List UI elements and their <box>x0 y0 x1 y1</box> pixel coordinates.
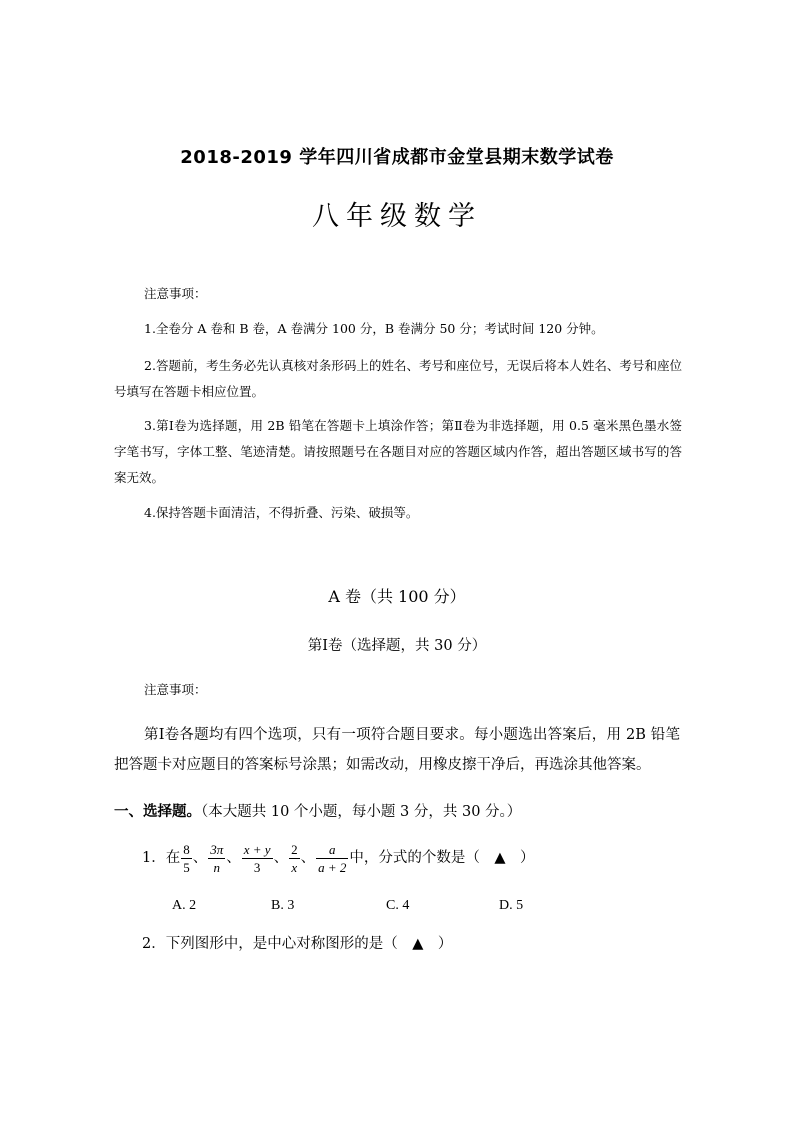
section-a-title: A 卷（共 100 分） <box>328 587 466 606</box>
fraction-5-numerator: a <box>316 841 348 859</box>
fraction-5 <box>316 841 348 876</box>
fraction-1-numerator: 8 <box>183 841 190 857</box>
fraction-4-denominator: x <box>291 859 298 875</box>
fraction-5-denominator: a + 2 <box>318 859 347 875</box>
fraction-2-denominator: n <box>213 859 220 875</box>
notice-item-4: 4.保持答题卡面清洁，不得折叠、污染、破损等。 <box>144 505 419 520</box>
q1-separator: 、 <box>192 850 208 866</box>
notice-2-heading: 注意事项： <box>144 682 207 697</box>
exam-title: 2018-2019 学年四川省成都市金堂县期末数学试卷 <box>180 147 614 168</box>
exam-subtitle: 八年级数学 <box>312 201 482 232</box>
fraction-2-numerator: 3π <box>210 841 224 857</box>
q1-separator: 、 <box>273 850 289 866</box>
fraction-4 <box>289 841 300 876</box>
notice-2-text: 第Ⅰ卷各题均有四个选项，只有一项符合题目要求。每小题选出答案后，用 2B 铅笔把答题卡对应题目的答案标号涂黑；如需改动，用橡皮擦干净后，再选涂其他答案。 <box>114 727 680 773</box>
q1-separator: 、 <box>300 850 316 866</box>
notice-heading: 注意事项： <box>144 286 207 301</box>
part-1-title: 第Ⅰ卷（选择题，共 30 分） <box>307 638 487 654</box>
mc-heading-rest: （本大题共 10 个小题，每小题 3 分，共 30 分。） <box>201 804 522 820</box>
fraction-3-numerator: x + y <box>243 841 271 857</box>
question-2: 2．下列图形中，是中心对称图形的是（ ▲ ） <box>142 936 453 952</box>
fraction-3-denominator: 3 <box>253 859 261 875</box>
fraction-1-denominator: 5 <box>183 859 190 875</box>
q1-option-d: D. 5 <box>499 898 524 913</box>
notice-item-3: 3.第Ⅰ卷为选择题，用 2B 铅笔在答题卡上填涂作答；第Ⅱ卷为非选择题，用 0.5 毫米黑色墨水签字笔书写，字体工整、笔迹清楚。请按照题号在各题目对应的答题区域内作答，超出答题区域书写的答案无效。 <box>114 418 682 485</box>
fraction-1 <box>181 841 192 876</box>
q1-option-a: A. 2 <box>172 898 197 913</box>
fraction-4-numerator: 2 <box>291 841 298 857</box>
notice-item-1: 1.全卷分 A 卷和 B 卷，A 卷满分 100 分，B 卷满分 50 分；考试时间 120 分钟。 <box>144 321 604 336</box>
q1-suffix: 中，分式的个数是（ ▲ ） <box>349 850 535 866</box>
q1-option-b: B. 3 <box>271 898 295 913</box>
mc-heading <box>114 797 521 827</box>
question-1 <box>142 839 535 877</box>
q1-option-c: C. 4 <box>386 898 410 913</box>
q1-separator: 、 <box>226 850 241 866</box>
q1-prefix: 1．在 <box>142 850 181 866</box>
notice-item-2: 2.答题前，考生务必先认真核对条形码上的姓名、考号和座位号，无误后将本人姓名、考号和座位号填写在答题卡相应位置。 <box>114 358 682 399</box>
fraction-2 <box>208 841 225 876</box>
mc-heading-bold: 一、选择题。 <box>114 803 201 820</box>
fraction-3 <box>242 841 273 876</box>
